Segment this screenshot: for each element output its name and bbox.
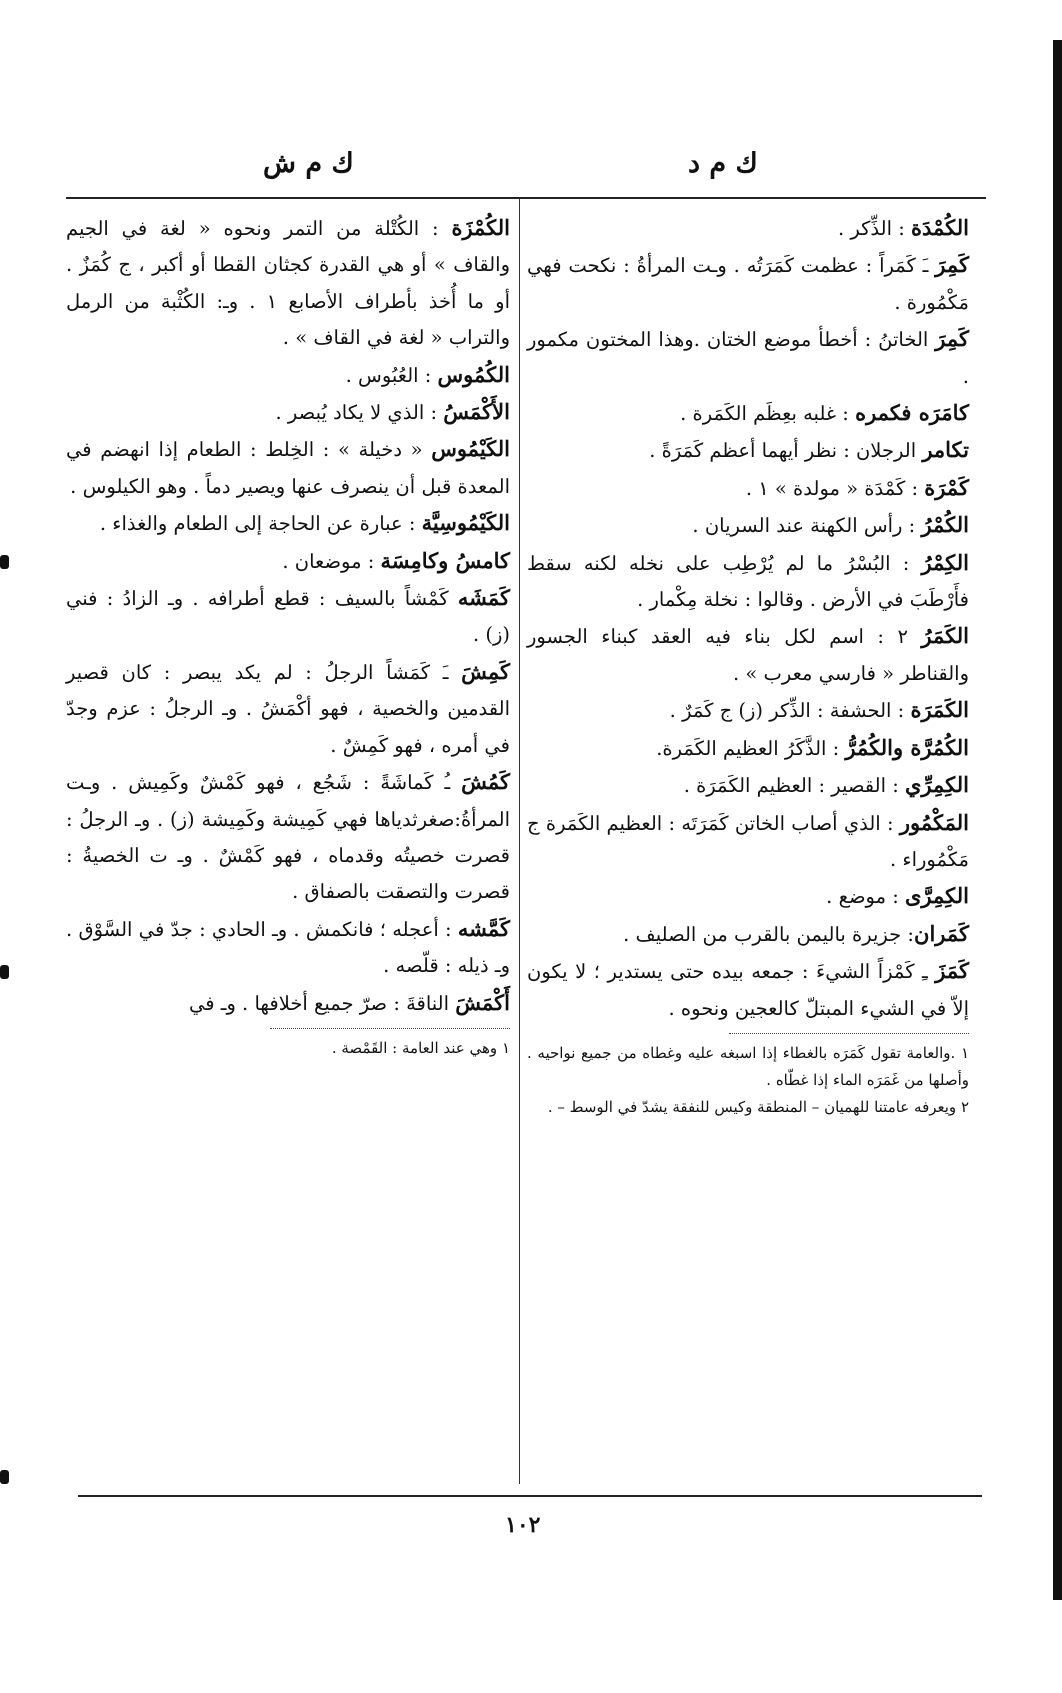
dictionary-entry — [527, 395, 969, 432]
headword: كَمَشَه — [457, 585, 510, 611]
binding-mark — [0, 1470, 9, 1484]
headword: الكِمِرَّى — [905, 883, 969, 909]
definition: الناقةَ : صرّ جميع أخلافها . وـ في — [188, 991, 456, 1015]
headword: الكِمْرُ — [921, 549, 969, 575]
headword: الكَيْمُوسِيَّة — [421, 510, 510, 536]
right-column-header: ك م د — [688, 148, 758, 179]
headword: الكُمْرُ — [921, 512, 969, 538]
definition: : القصير : العظيم الكَمَرَة . — [683, 774, 905, 798]
dictionary-entry — [527, 210, 969, 247]
definition: : البُسْرُ ما لم يُرْطِب على نخله لكنه سقط فأَرْطَبَ في الأرض . وقالوا : نخلة مِكْمار . — [527, 551, 969, 612]
dictionary-entry — [527, 730, 969, 767]
definition: : العُبُوس . — [345, 363, 438, 387]
dictionary-entry — [527, 692, 969, 729]
footer-rule — [78, 1495, 982, 1497]
headword: أَكْمَشَ — [455, 989, 510, 1015]
dictionary-entry — [527, 805, 969, 879]
headword: الكَمَرَة — [910, 697, 969, 723]
dictionary-entry — [527, 618, 969, 692]
definition: : موضعان . — [282, 549, 381, 573]
dictionary-entry — [527, 321, 969, 395]
dictionary-entry — [527, 507, 969, 544]
headword: كَمِشَ — [461, 658, 510, 684]
definition: : الكُتْلة من التمر ونحوه « لغة في الجيم والقاف » أو هي القدرة كجثان القطا أو أكبر ، ج كُمَزٌ . أو ما أُخذ بأطراف الأصابع ١ . وـ: الكُثْبة من الرمل والتراب « لغة في القاف » . — [66, 217, 510, 350]
dictionary-entry — [66, 357, 510, 394]
definition: ـِ كَمْزاً الشيءَ : جمعه بيده حتى يستدير ؛ لا يكون إلاّ في الشيء المبتلّ كالعجين ونحوه . — [527, 960, 969, 1020]
definition: : الذِّكر . — [837, 217, 911, 240]
headword: الكُمْدَة — [911, 215, 969, 240]
headword: كامسُ وكامِسَة — [380, 547, 510, 573]
headword: الكِمِرِّي — [905, 772, 969, 798]
headword: المَكْمُور — [899, 809, 969, 835]
definition: الرجلان : نظر أيهما أعظم كَمَرَةً . — [649, 439, 923, 463]
definition: : الحشفة : الذِّكر (ز) ج كَمَرٌ . — [669, 699, 911, 723]
dictionary-entry — [66, 764, 510, 911]
footnote: ١ .والعامة تقول كَمَرَه بالغطاء إذا اسبغه عليه وغطاه من جميع نواحيه . وأصلها من غَمَرَه الماء إذا غطّاه . — [527, 1043, 969, 1089]
dictionary-entry — [66, 654, 510, 764]
headword: الكَيْمُوس — [431, 436, 510, 462]
definition: : رأس الكهنة عند السريان . — [692, 514, 922, 538]
definition: : غلبه بعِظَم الكَمَرة . — [680, 402, 856, 426]
footnote-rule — [729, 1033, 969, 1034]
dictionary-entry — [527, 767, 969, 804]
page-number: ١٠٢ — [505, 1512, 541, 1538]
dictionary-entry — [66, 580, 510, 654]
definition: : الذي أصاب الخاتن كَمَرَتَه : العظيم الكَمَرة ج مَكْمُوراء . — [527, 811, 969, 871]
dictionary-entry — [66, 985, 510, 1022]
dictionary-entry — [66, 210, 510, 357]
headword: الكُمُرَّة والكُمُرُّ — [845, 734, 969, 760]
headword: الكُمُوس — [437, 361, 510, 387]
headword: كَمَّشه — [457, 915, 510, 941]
headword: كَمِرَ — [935, 252, 969, 278]
dictionary-entry — [527, 953, 969, 1027]
dictionary-entry — [527, 247, 969, 321]
dictionary-entry — [66, 431, 510, 505]
headword: الكَمَرُ — [921, 623, 969, 649]
definition: الخاتنُ : أخطأ موضع الختان .وهذا المختون مكمور . — [527, 328, 969, 388]
header-rule — [66, 197, 986, 199]
binding-mark — [0, 965, 9, 979]
dictionary-entry — [527, 432, 969, 469]
dictionary-entry — [527, 545, 969, 619]
definition: : عبارة عن الحاجة إلى الطعام والغذاء . — [99, 512, 422, 536]
footnote: ٢ ويعرفه عامتنا للهميان – المنطقة وكيس للنفقة يشدّ في الوسط – . — [547, 1097, 969, 1116]
definition: : الذَّكَرُ العظيم الكَمَرة. — [656, 736, 846, 760]
headword: كامَرَه فكمره — [855, 400, 969, 426]
headword: كَمُشَ — [461, 769, 510, 795]
dictionary-entry — [66, 911, 510, 985]
headword: تكامر — [922, 437, 969, 463]
dictionary-entry — [66, 543, 510, 580]
dictionary-entry — [527, 470, 969, 507]
left-column-header: ك م ش — [263, 148, 354, 179]
headword: كَمَزَ — [935, 958, 969, 984]
headword: كَمِرَ — [935, 326, 969, 352]
headword: الكُمْزَة — [451, 215, 510, 240]
definition: ٢ : اسم لكل بناء فيه العقد كبناء الجسور والقناطر « فارسي معرب » . — [527, 625, 969, 685]
definition: : موضع . — [826, 885, 905, 909]
footnote: ١ وهي عند العامة : القَمْصة . — [331, 1038, 510, 1057]
dictionary-entry — [527, 916, 969, 953]
right-column — [527, 210, 969, 1121]
page-edge-shadow — [1053, 40, 1062, 1600]
definition: ـُ كَماشَةً : شَجُع ، فهو كَمْشٌ وكَمِيش . وـت المرأةُ:صغرثدياها فهي كَمِيشة وكَمِيشة (ز) . وـ الرجلُ : قصرت خصيتُه وقدماه ، فهو كَمْشٌ . وـ ت الخصيةُ : قصرت والتصقت بالصفاق . — [66, 771, 510, 904]
definition: كَمْشاً بالسيف : قطع أطرافه . وـ الزادُ : فني (ز) . — [66, 587, 510, 647]
definition: « دخيلة » : الخِلط : الطعام إذا انهضم في المعدة قبل أن ينصرف عنها ويصير دماً . وهو الكيلوس . — [66, 438, 510, 498]
binding-mark — [0, 555, 9, 569]
headword: كَمْرَة — [924, 474, 969, 500]
headword: الأَكْمَسُ — [443, 399, 510, 425]
definition: : كَمْدَة « مولدة » ١ . — [745, 476, 925, 500]
definition: ـَ كَمَشاً الرجلُ : لم يكد يبصر : كان قصير القدمين والخصية ، فهو أكْمَشُ . وـ الرجلُ : عزم وجدّ في أمره ، فهو كَمِشٌ . — [66, 660, 510, 757]
left-column — [66, 210, 510, 1062]
dictionary-entry — [527, 878, 969, 915]
definition: : الذي لا يكاد يُبصر . — [275, 401, 444, 425]
column-divider — [519, 199, 520, 1484]
definition: ـَ كَمَراً : عظمت كَمَرَتُه . وـت المرأةُ : نكحت فهي مَكْمُورة . — [527, 254, 969, 314]
dictionary-entry — [66, 505, 510, 542]
definition: : أعجله ؛ فانكمش . وـ الحادي : جدّ في السَّوْق . وـ ذيله : قلّصه . — [66, 917, 510, 978]
dictionary-entry — [66, 394, 510, 431]
headword: كَمَران — [914, 920, 969, 946]
footnote-rule — [270, 1028, 510, 1029]
definition: : جزيرة باليمن بالقرب من الصليف . — [623, 922, 915, 946]
